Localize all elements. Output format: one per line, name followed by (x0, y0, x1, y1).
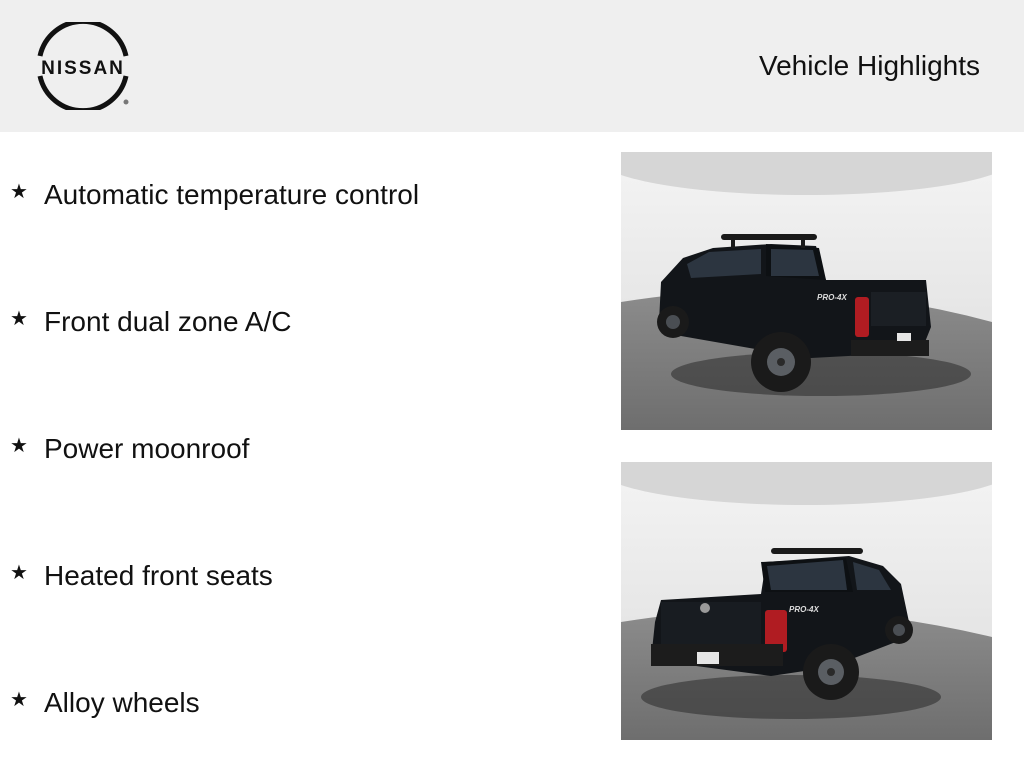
vehicle-photo-rear-left (621, 152, 992, 430)
feature-label: Heated front seats (44, 560, 273, 591)
nissan-logo (28, 22, 138, 110)
header (0, 0, 1024, 132)
star-icon: ★ (10, 689, 28, 711)
list-item (10, 556, 273, 596)
list-item (10, 302, 291, 342)
feature-label: Automatic temperature control (44, 179, 420, 210)
pro4x-badge: PRO-4X (817, 293, 847, 302)
page-title: Vehicle Highlights (758, 50, 980, 81)
star-icon: ★ (10, 181, 28, 203)
vehicle-photo-rear-right (621, 462, 992, 740)
list-item (10, 429, 249, 469)
feature-label: Power moonroof (44, 433, 250, 464)
star-icon: ★ (10, 435, 28, 457)
pro4x-badge: PRO-4X (789, 605, 819, 614)
feature-label: Front dual zone A/C (44, 306, 292, 337)
star-icon: ★ (10, 562, 28, 584)
list-item (10, 683, 200, 723)
list-item (10, 175, 419, 215)
feature-label: Alloy wheels (44, 687, 200, 718)
star-icon: ★ (10, 308, 28, 330)
brand-text: NISSAN (41, 58, 125, 79)
